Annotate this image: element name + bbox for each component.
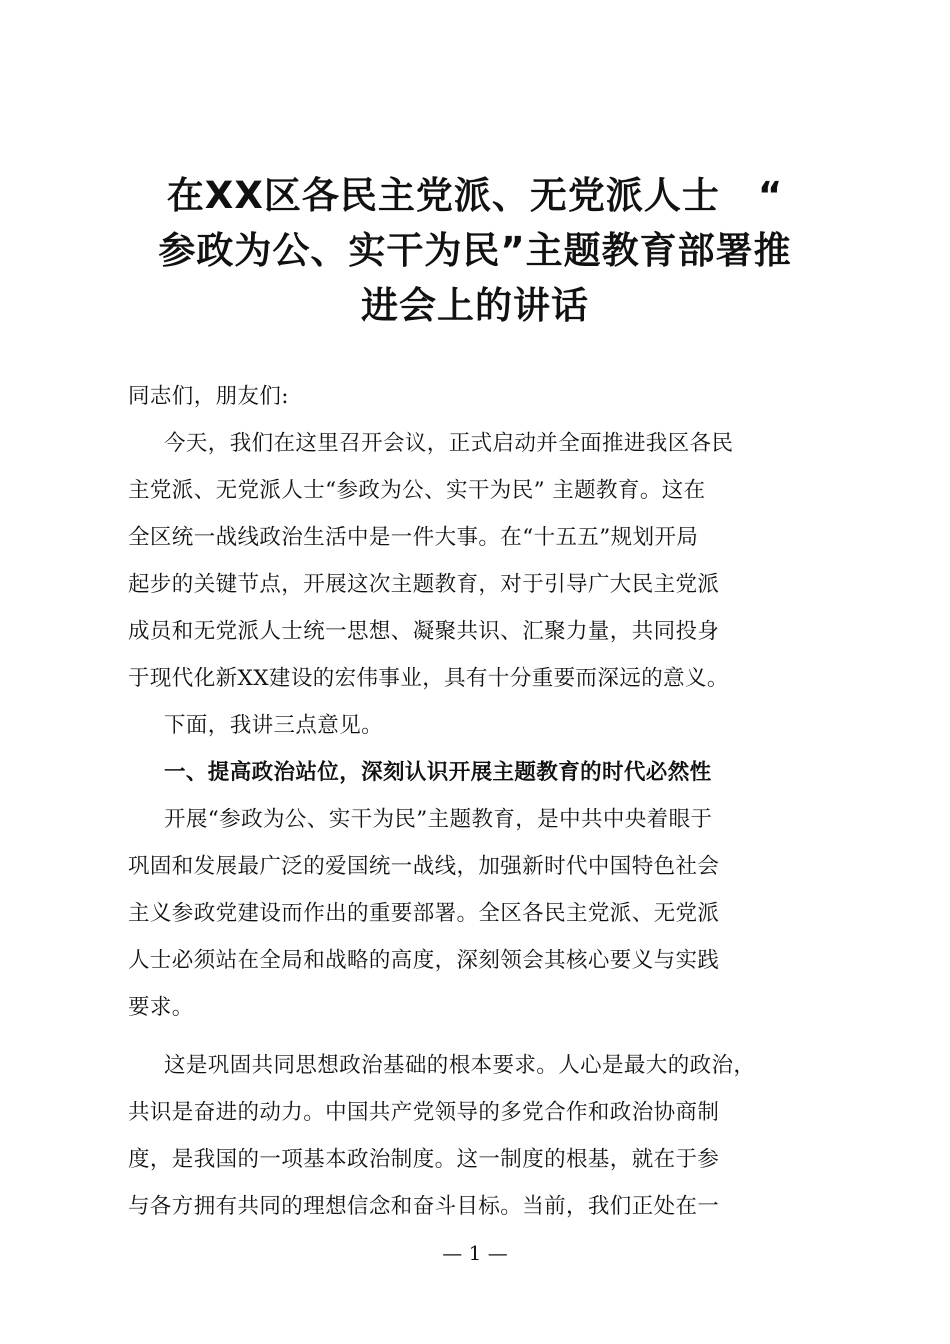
text-line: 与各方拥有共同的理想信念和奋斗目标。当前，我们正处在一	[128, 1194, 720, 1219]
text-line: 主义参政党建设而作出的重要部署。全区各民主党派、无党派	[128, 901, 720, 926]
page-number: — 1 —	[442, 1241, 508, 1265]
title-line: 在XX区各民主党派、无党派人士 “	[166, 174, 784, 217]
section-heading	[128, 749, 833, 796]
text-line: 今天，我们在这里召开会议，正式启动并全面推进我区各民	[164, 431, 734, 456]
document-body	[128, 373, 833, 1230]
text-line: 人士必须站在全局和战略的高度，深刻领会其核心要义与实践	[128, 948, 720, 973]
paragraph-section-intro	[128, 796, 833, 1031]
text-line: 巩固和发展最广泛的爱国统一战线，加强新时代中国特色社会	[128, 854, 720, 879]
text-line: 主党派、无党派人士“参政为公、实干为民” 主题教育。这在	[128, 478, 706, 503]
text-line: 要求。	[128, 995, 194, 1020]
text-line: 同志们，朋友们:	[128, 384, 289, 409]
paragraph-opening	[128, 420, 833, 702]
greeting	[128, 373, 833, 420]
text-line: 开展“参政为公、实干为民”主题教育，是中共中央着眼于	[164, 807, 713, 832]
paragraph-outline	[128, 702, 833, 749]
document-title	[110, 168, 840, 333]
title-line: 参政为公、实干为民”主题教育部署推	[158, 229, 792, 272]
text-line: 起步的关键节点，开展这次主题教育，对于引导广大民主党派	[128, 572, 720, 597]
text-line: 全区统一战线政治生活中是一件大事。在“十五五”规划开局	[128, 525, 699, 550]
text-line: 一、提高政治站位，深刻认识开展主题教育的时代必然性	[164, 760, 712, 785]
text-line: 度，是我国的一项基本政治制度。这一制度的根基，就在于参	[128, 1147, 720, 1172]
text-line: 于现代化新XX建设的宏伟事业，具有十分重要而深远的意义。	[128, 666, 729, 691]
text-line: 共识是奋进的动力。中国共产党领导的多党合作和政治协商制	[128, 1100, 720, 1125]
text-line: 成员和无党派人士统一思想、凝聚共识、汇聚力量，共同投身	[128, 619, 720, 644]
text-line: 下面，我讲三点意见。	[164, 713, 384, 738]
text-line: 这是巩固共同思想政治基础的根本要求。人心是最大的政治，	[164, 1053, 756, 1078]
title-line: 进会上的讲话	[361, 284, 589, 327]
paragraph-foundation	[128, 1042, 833, 1230]
